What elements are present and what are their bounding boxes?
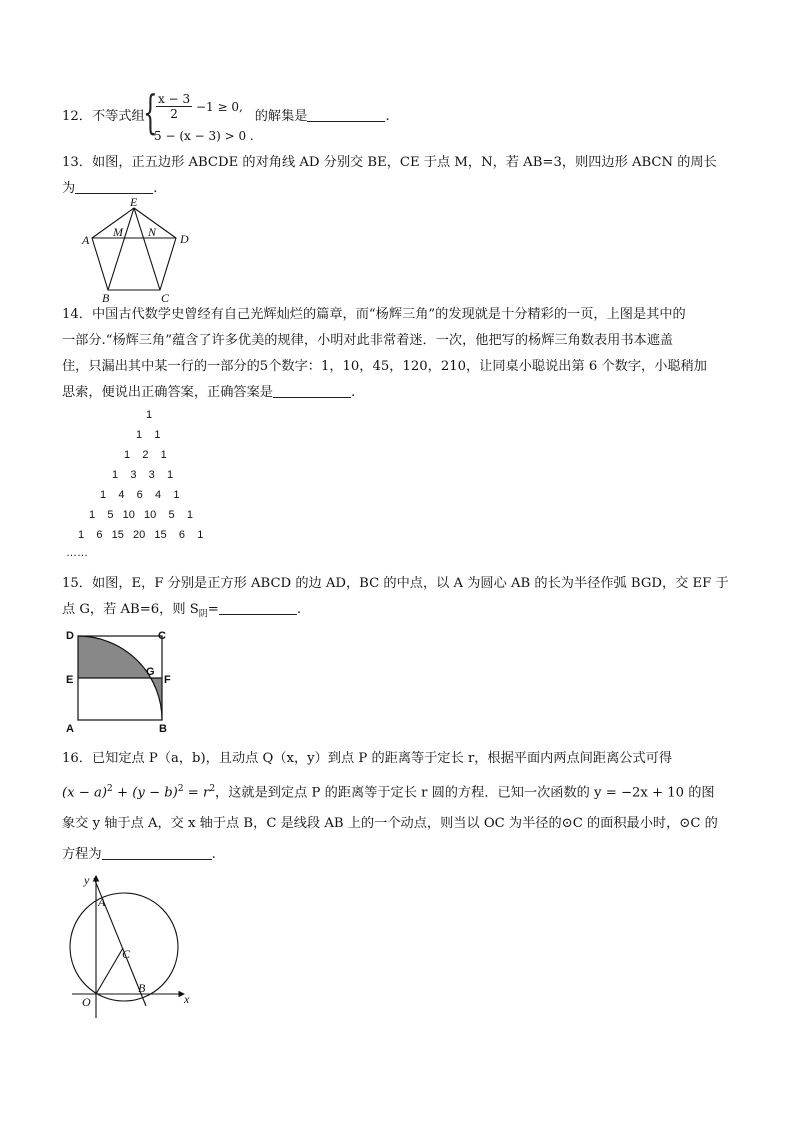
pascal-row: 1 2 1 bbox=[124, 449, 167, 461]
question-12: 12．不等式组 的解集是 . bbox=[62, 109, 390, 124]
q14-line3: 住，只漏出其中某一行的一部分的5个数字：1，10，45，120，210，让同桌小聪说出第 6 个数字，小聪稍加 bbox=[62, 359, 707, 374]
q14-answer-blank bbox=[273, 383, 351, 398]
q16-line3: 象交 y 轴于点 A，交 x 轴于点 B，C 是线段 AB 上的一个动点，则当以 OC 为半径的⊙C 的面积最小时，⊙C 的 bbox=[62, 816, 718, 832]
question-13 bbox=[62, 150, 732, 202]
question-15 bbox=[62, 571, 732, 628]
question-14 bbox=[62, 302, 732, 406]
q12-answer-blank bbox=[307, 107, 385, 122]
label-B: B bbox=[102, 291, 110, 305]
pascal-row: 1 1 bbox=[136, 429, 161, 441]
q16-line4: 方程为 . bbox=[62, 847, 216, 863]
label-M: M bbox=[113, 225, 123, 239]
q12-numerator: x − 3 bbox=[158, 92, 191, 106]
label-O: O bbox=[82, 995, 91, 1009]
pascal-row: 1 5 10 10 5 1 bbox=[89, 509, 193, 521]
q15-line1: 15．如图，E，F 分别是正方形 ABCD 的边 AD，BC 的中点，以 A 为圆心 AB 的长为半径作弧 BGD，交 EF 于 bbox=[62, 576, 729, 591]
q15-answer-blank bbox=[219, 600, 297, 615]
label-A: A bbox=[98, 895, 106, 909]
label-D: D bbox=[180, 232, 189, 246]
pascal-row: 1 6 15 20 15 6 1 bbox=[78, 529, 204, 541]
q16-line1: 16．已知定点 P（a，b)，且动点 Q（x，y）到点 P 的距离等于定长 r，根据平面内两点间距离公式可得 bbox=[62, 751, 673, 766]
label-E: E bbox=[130, 196, 138, 209]
q14-line2: 一部分.“杨辉三角”蕴含了许多优美的规律，小明对此非常着迷．一次，他把写的杨辉三角数表用书本遮盖 bbox=[62, 333, 674, 348]
label-N: N bbox=[148, 225, 157, 239]
q15-line2: 点 G，若 AB=6，则 $S_阴=$ . bbox=[62, 602, 302, 620]
q12-fraction bbox=[156, 92, 192, 121]
label-E: E bbox=[66, 674, 74, 686]
q12-denominator: 2 bbox=[170, 107, 178, 121]
question-16 bbox=[62, 743, 732, 870]
label-D: D bbox=[66, 630, 74, 642]
label-B: B bbox=[138, 981, 146, 995]
system-brace: { bbox=[143, 85, 158, 139]
pascal-row: 1 4 6 4 1 bbox=[100, 489, 180, 501]
label-B: B bbox=[159, 723, 167, 735]
q13-line1: 13．如图，正五边形 ABCDE 的对角线 AD 分别交 BE，CE 于点 M，N，若 AB=3，则四边形 ABCN 的周长 bbox=[62, 155, 717, 170]
pascal-row: 1 bbox=[146, 409, 153, 421]
pascal-row: 1 3 3 1 bbox=[112, 469, 174, 481]
square-figure bbox=[60, 626, 180, 736]
label-F: F bbox=[164, 674, 171, 686]
q14-line4: 思索，便说出正确答案，正确答案是 . bbox=[62, 385, 356, 400]
q12-lead: 不等式组 bbox=[91, 109, 145, 124]
label-C: C bbox=[161, 291, 170, 305]
label-A: A bbox=[82, 233, 90, 247]
coordinate-figure bbox=[62, 866, 202, 1021]
label-x: x bbox=[184, 992, 190, 1006]
q13-answer-blank bbox=[75, 179, 153, 194]
pascal-ellipsis: …… bbox=[66, 547, 88, 559]
label-A: A bbox=[66, 723, 74, 735]
q12-number: 12． bbox=[62, 109, 92, 124]
q14-line1: 14．中国古代数学史曾经有自己光辉灿烂的篇章，而“杨辉三角”的发现就是十分精彩的一页，上图是其中的 bbox=[62, 307, 686, 322]
pentagon-figure bbox=[80, 196, 200, 306]
label-G: G bbox=[146, 666, 155, 678]
pascal-triangle bbox=[62, 405, 232, 565]
q12-ineq1-rest: −1 ≥ 0, bbox=[196, 100, 243, 114]
label-C: C bbox=[122, 947, 131, 961]
label-y: y bbox=[84, 873, 90, 887]
label-C: C bbox=[158, 630, 166, 642]
q12-ineq2: 5 − (x − 3) > 0 . bbox=[154, 129, 254, 143]
q16-line2: $(x - a)^2 + (y - b)^2 = r^2$，这就是到定点 P 的距离等于定长 r 圆的方程．已知一次函数的 y = −2x + 10 的图 bbox=[62, 784, 715, 801]
q16-answer-blank bbox=[102, 845, 212, 860]
q13-line2: 为 . bbox=[62, 181, 158, 196]
q12-tail: 的解集是 bbox=[254, 109, 308, 124]
